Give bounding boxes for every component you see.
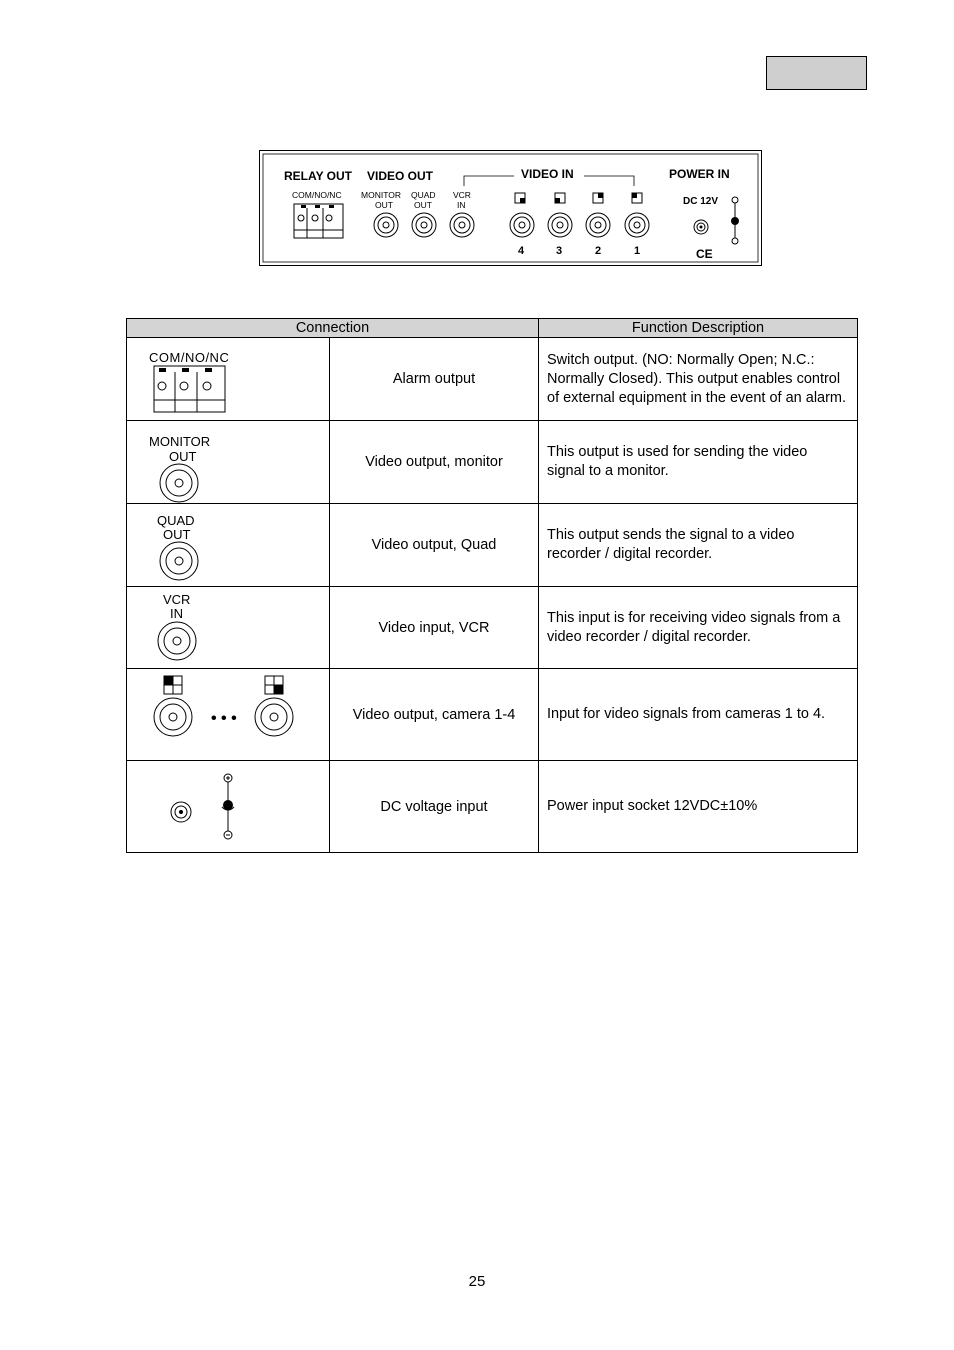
- video-out-label: VIDEO OUT: [367, 169, 434, 183]
- power-in-label: POWER IN: [669, 167, 730, 181]
- section-tab-marker: [766, 56, 867, 90]
- quad-out-desc: This output sends the signal to a video recorder / digital recorder.: [539, 504, 858, 587]
- monitor-out-desc: This output is used for sending the video signal to a monitor.: [539, 421, 858, 504]
- quad-icon-label: QUAD: [157, 513, 195, 528]
- relay-terminal-icon: [154, 366, 225, 412]
- com-no-nc-label: COM/NO/NC: [292, 190, 342, 200]
- quad-out-label: OUT: [414, 200, 432, 210]
- vcr-in-icon-label: IN: [170, 606, 183, 621]
- relay-out-label: RELAY OUT: [284, 169, 353, 183]
- vcr-in-name: Video input, VCR: [330, 587, 539, 669]
- camera-in-desc: Input for video signals from cameras 1 to 4.: [539, 669, 858, 761]
- ellipsis-dots: • • •: [211, 710, 237, 727]
- camera-number-3: 3: [556, 245, 563, 257]
- quad-out-name: Video output, Quad: [330, 504, 539, 587]
- vcr-label: VCR: [453, 190, 471, 200]
- monitor-out-name: Video output, monitor: [330, 421, 539, 504]
- table-row: [127, 504, 858, 587]
- monitor-label: MONITOR: [361, 190, 401, 200]
- connections-table: [126, 318, 858, 853]
- camera-1-bnc-icon: [154, 676, 192, 736]
- relay-terminal-icon: [294, 204, 343, 238]
- monitor-icon-label: MONITOR: [149, 434, 211, 449]
- table-row: [127, 421, 858, 504]
- rear-panel-diagram: [259, 150, 762, 266]
- dc-power-socket-icon: [171, 802, 191, 822]
- polarity-icon: [222, 774, 234, 839]
- dc-input-name: DC voltage input: [330, 761, 539, 853]
- table-row: [127, 761, 858, 853]
- monitor-out-icon-label: OUT: [169, 449, 197, 464]
- connection-header: Connection: [127, 319, 539, 338]
- dc-input-desc: Power input socket 12VDC±10%: [539, 761, 858, 853]
- vcr-icon-label: VCR: [163, 592, 191, 607]
- com-no-nc-icon-label: COM/NO/NC: [149, 350, 230, 365]
- quad-out-icon-cell: [127, 504, 330, 587]
- function-header: Function Description: [539, 319, 858, 338]
- monitor-out-icon-cell: [127, 421, 330, 504]
- bnc-connector-icon: [160, 464, 198, 502]
- table-row: [127, 338, 858, 421]
- vcr-in-desc: This input is for receiving video signals from a video recorder / digital recorder.: [539, 587, 858, 669]
- quad-label: QUAD: [411, 190, 436, 200]
- alarm-output-name: Alarm output: [330, 338, 539, 421]
- monitor-out-label: OUT: [375, 200, 393, 210]
- table-header-row: [127, 319, 858, 338]
- bnc-connector-icon: [158, 622, 196, 660]
- camera-number-1: 1: [634, 245, 641, 257]
- camera-in-icon-cell: [127, 669, 330, 761]
- camera-4-bnc-icon: [255, 676, 293, 736]
- camera-number-4: 4: [518, 245, 525, 257]
- camera-in-name: Video output, camera 1-4: [330, 669, 539, 761]
- table-row: [127, 669, 858, 761]
- quad-out-icon-label: OUT: [163, 527, 191, 542]
- camera-number-2: 2: [595, 245, 602, 257]
- alarm-output-icon-cell: [127, 338, 330, 421]
- video-in-label: VIDEO IN: [521, 167, 574, 181]
- bnc-connector-icon: [160, 542, 198, 580]
- page-number: 25: [468, 1273, 486, 1290]
- ce-mark: CE: [696, 247, 713, 261]
- vcr-in-icon-cell: [127, 587, 330, 669]
- dc12v-label: DC 12V: [683, 196, 719, 207]
- alarm-output-desc: Switch output. (NO: Normally Open; N.C.: Normally Closed). This output enables control of external equipment in the event of an alarm.: [539, 338, 858, 421]
- table-row: [127, 587, 858, 669]
- dc-input-icon-cell: [127, 761, 330, 853]
- vcr-in-label: IN: [457, 200, 466, 210]
